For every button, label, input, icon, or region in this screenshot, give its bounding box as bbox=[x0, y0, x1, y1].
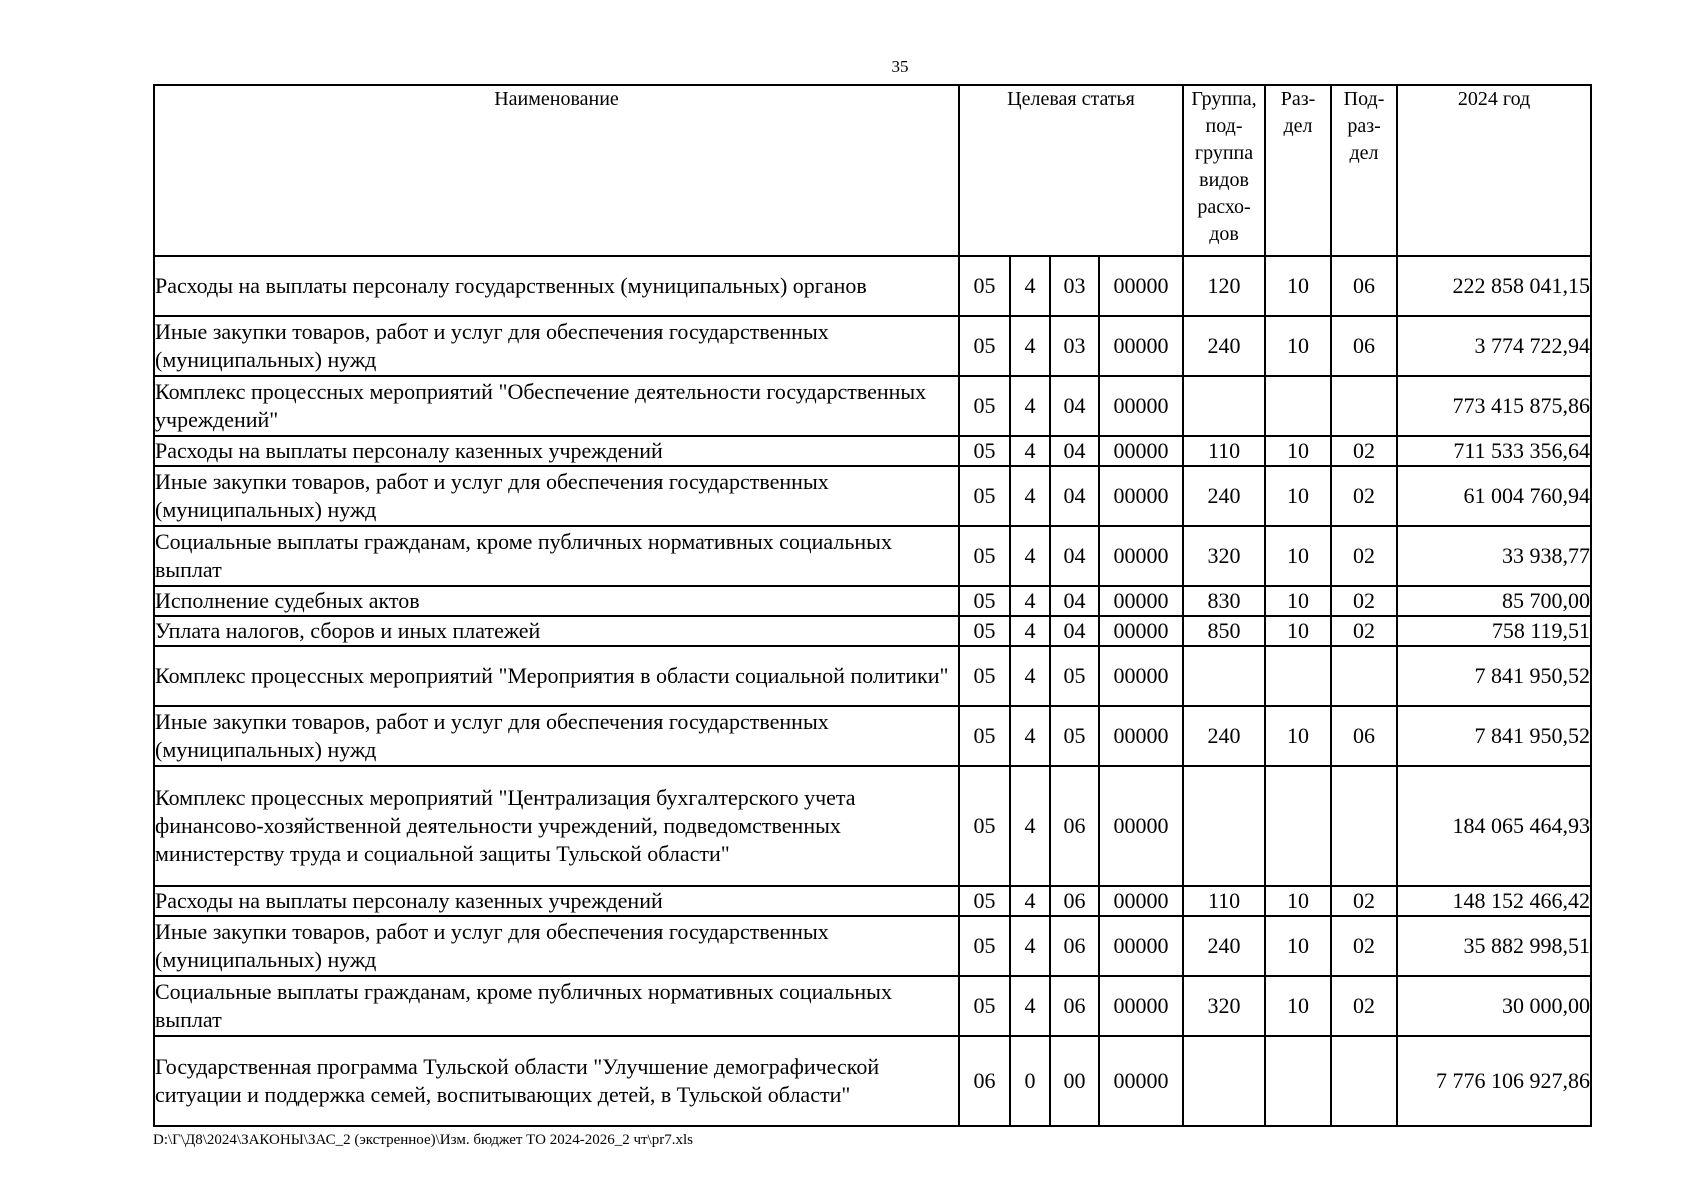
row-name: Расходы на выплаты персоналу казенных учреждений bbox=[154, 886, 959, 916]
target-article-type: 4 bbox=[1010, 646, 1050, 706]
expense-group: 240 bbox=[1183, 466, 1265, 526]
table-row bbox=[154, 466, 1591, 526]
target-article-type: 4 bbox=[1010, 916, 1050, 976]
target-article-complex: 05 bbox=[1050, 646, 1099, 706]
target-article-complex: 06 bbox=[1050, 766, 1099, 886]
row-name: Уплата налогов, сборов и иных платежей bbox=[154, 616, 959, 646]
subsection-code: 02 bbox=[1331, 526, 1397, 586]
header-row bbox=[154, 85, 1591, 256]
section-code bbox=[1265, 376, 1331, 436]
amount-2024: 61 004 760,94 bbox=[1397, 466, 1591, 526]
amount-2024: 7 841 950,52 bbox=[1397, 706, 1591, 766]
section-code: 10 bbox=[1265, 916, 1331, 976]
section-code: 10 bbox=[1265, 976, 1331, 1036]
target-article-direction: 00000 bbox=[1099, 316, 1183, 376]
target-article-type: 4 bbox=[1010, 256, 1050, 316]
target-article-type: 4 bbox=[1010, 976, 1050, 1036]
target-article-program: 05 bbox=[959, 316, 1010, 376]
target-article-program: 05 bbox=[959, 586, 1010, 616]
target-article-direction: 00000 bbox=[1099, 916, 1183, 976]
subsection-code: 02 bbox=[1331, 976, 1397, 1036]
subsection-code bbox=[1331, 1036, 1397, 1126]
subsection-code: 06 bbox=[1331, 706, 1397, 766]
row-name: Иные закупки товаров, работ и услуг для обеспечения государственных (муниципальных) нужд bbox=[154, 706, 959, 766]
table-row bbox=[154, 376, 1591, 436]
target-article-program: 06 bbox=[959, 1036, 1010, 1126]
target-article-type: 4 bbox=[1010, 526, 1050, 586]
subsection-code: 02 bbox=[1331, 466, 1397, 526]
row-name: Социальные выплаты гражданам, кроме публичных нормативных социальных выплат bbox=[154, 976, 959, 1036]
row-name: Иные закупки товаров, работ и услуг для обеспечения государственных (муниципальных) нужд bbox=[154, 466, 959, 526]
table-row bbox=[154, 586, 1591, 616]
table-row bbox=[154, 436, 1591, 466]
expense-group: 110 bbox=[1183, 886, 1265, 916]
target-article-direction: 00000 bbox=[1099, 376, 1183, 436]
table-row bbox=[154, 886, 1591, 916]
target-article-direction: 00000 bbox=[1099, 1036, 1183, 1126]
target-article-program: 05 bbox=[959, 976, 1010, 1036]
target-article-complex: 06 bbox=[1050, 976, 1099, 1036]
amount-2024: 35 882 998,51 bbox=[1397, 916, 1591, 976]
header-name: Наименование bbox=[154, 85, 959, 256]
amount-2024: 33 938,77 bbox=[1397, 526, 1591, 586]
expense-group: 120 bbox=[1183, 256, 1265, 316]
target-article-direction: 00000 bbox=[1099, 706, 1183, 766]
target-article-program: 05 bbox=[959, 916, 1010, 976]
row-name: Исполнение судебных актов bbox=[154, 586, 959, 616]
section-code: 10 bbox=[1265, 616, 1331, 646]
table-row bbox=[154, 646, 1591, 706]
table-row bbox=[154, 916, 1591, 976]
target-article-program: 05 bbox=[959, 376, 1010, 436]
table-row bbox=[154, 256, 1591, 316]
row-name: Социальные выплаты гражданам, кроме публичных нормативных социальных выплат bbox=[154, 526, 959, 586]
expense-group: 830 bbox=[1183, 586, 1265, 616]
target-article-program: 05 bbox=[959, 646, 1010, 706]
target-article-type: 4 bbox=[1010, 316, 1050, 376]
amount-2024: 148 152 466,42 bbox=[1397, 886, 1591, 916]
target-article-type: 4 bbox=[1010, 376, 1050, 436]
target-article-program: 05 bbox=[959, 526, 1010, 586]
expense-group: 240 bbox=[1183, 706, 1265, 766]
expense-group: 110 bbox=[1183, 436, 1265, 466]
target-article-complex: 06 bbox=[1050, 916, 1099, 976]
table-row bbox=[154, 526, 1591, 586]
row-name: Иные закупки товаров, работ и услуг для обеспечения государственных (муниципальных) нужд bbox=[154, 316, 959, 376]
expense-group bbox=[1183, 1036, 1265, 1126]
expense-group: 320 bbox=[1183, 526, 1265, 586]
target-article-direction: 00000 bbox=[1099, 436, 1183, 466]
amount-2024: 711 533 356,64 bbox=[1397, 436, 1591, 466]
expense-group: 240 bbox=[1183, 316, 1265, 376]
target-article-complex: 06 bbox=[1050, 886, 1099, 916]
section-code: 10 bbox=[1265, 526, 1331, 586]
amount-2024: 184 065 464,93 bbox=[1397, 766, 1591, 886]
expense-group: 320 bbox=[1183, 976, 1265, 1036]
table-row bbox=[154, 766, 1591, 886]
target-article-complex: 04 bbox=[1050, 526, 1099, 586]
target-article-direction: 00000 bbox=[1099, 766, 1183, 886]
row-name: Комплекс процессных мероприятий "Обеспечение деятельности государственных учреждений" bbox=[154, 376, 959, 436]
amount-2024: 85 700,00 bbox=[1397, 586, 1591, 616]
amount-2024: 7 776 106 927,86 bbox=[1397, 1036, 1591, 1126]
row-name: Расходы на выплаты персоналу казенных учреждений bbox=[154, 436, 959, 466]
target-article-program: 05 bbox=[959, 436, 1010, 466]
section-code bbox=[1265, 766, 1331, 886]
table-row bbox=[154, 976, 1591, 1036]
expense-group: 850 bbox=[1183, 616, 1265, 646]
table-row bbox=[154, 1036, 1591, 1126]
target-article-direction: 00000 bbox=[1099, 586, 1183, 616]
file-path-footer: D:\Г\Д8\2024\ЗАКОНЫ\ЗАС_2 (экстренное)\Изм. бюджет ТО 2024-2026_2 чт\pr7.xls bbox=[153, 1132, 693, 1148]
target-article-direction: 00000 bbox=[1099, 466, 1183, 526]
subsection-code: 02 bbox=[1331, 916, 1397, 976]
target-article-program: 05 bbox=[959, 466, 1010, 526]
target-article-program: 05 bbox=[959, 616, 1010, 646]
amount-2024: 773 415 875,86 bbox=[1397, 376, 1591, 436]
subsection-code bbox=[1331, 646, 1397, 706]
amount-2024: 758 119,51 bbox=[1397, 616, 1591, 646]
subsection-code: 06 bbox=[1331, 316, 1397, 376]
table-row bbox=[154, 316, 1591, 376]
expense-group bbox=[1183, 646, 1265, 706]
budget-table bbox=[153, 84, 1592, 1127]
row-name: Государственная программа Тульской области "Улучшение демографической ситуации и поддержка семей, воспитывающих детей, в Тульской области" bbox=[154, 1036, 959, 1126]
subsection-code: 02 bbox=[1331, 586, 1397, 616]
section-code bbox=[1265, 1036, 1331, 1126]
table-row bbox=[154, 706, 1591, 766]
row-name: Комплекс процессных мероприятий "Централизация бухгалтерского учета финансово-хозяйственной деятельности учреждений, подведомственных министерству труда и социальной защиты Тульской области" bbox=[154, 766, 959, 886]
header-group: Группа, под- группа видов расхо- дов bbox=[1183, 85, 1265, 256]
subsection-code: 02 bbox=[1331, 616, 1397, 646]
target-article-program: 05 bbox=[959, 886, 1010, 916]
subsection-code: 06 bbox=[1331, 256, 1397, 316]
target-article-complex: 04 bbox=[1050, 586, 1099, 616]
subsection-code: 02 bbox=[1331, 436, 1397, 466]
target-article-direction: 00000 bbox=[1099, 256, 1183, 316]
section-code: 10 bbox=[1265, 316, 1331, 376]
row-name: Иные закупки товаров, работ и услуг для обеспечения государственных (муниципальных) нужд bbox=[154, 916, 959, 976]
header-subsection: Под- раз- дел bbox=[1331, 85, 1397, 256]
section-code: 10 bbox=[1265, 256, 1331, 316]
subsection-code bbox=[1331, 766, 1397, 886]
target-article-type: 4 bbox=[1010, 436, 1050, 466]
target-article-complex: 04 bbox=[1050, 436, 1099, 466]
table-row bbox=[154, 616, 1591, 646]
header-year: 2024 год bbox=[1397, 85, 1591, 256]
target-article-program: 05 bbox=[959, 256, 1010, 316]
expense-group: 240 bbox=[1183, 916, 1265, 976]
target-article-program: 05 bbox=[959, 706, 1010, 766]
section-code: 10 bbox=[1265, 886, 1331, 916]
target-article-type: 4 bbox=[1010, 466, 1050, 526]
amount-2024: 3 774 722,94 bbox=[1397, 316, 1591, 376]
amount-2024: 7 841 950,52 bbox=[1397, 646, 1591, 706]
amount-2024: 30 000,00 bbox=[1397, 976, 1591, 1036]
target-article-type: 4 bbox=[1010, 616, 1050, 646]
row-name: Расходы на выплаты персоналу государственных (муниципальных) органов bbox=[154, 256, 959, 316]
header-target-article: Целевая статья bbox=[959, 85, 1183, 256]
target-article-program: 05 bbox=[959, 766, 1010, 886]
target-article-type: 4 bbox=[1010, 706, 1050, 766]
target-article-complex: 04 bbox=[1050, 616, 1099, 646]
target-article-direction: 00000 bbox=[1099, 886, 1183, 916]
target-article-direction: 00000 bbox=[1099, 526, 1183, 586]
target-article-complex: 03 bbox=[1050, 256, 1099, 316]
target-article-complex: 05 bbox=[1050, 706, 1099, 766]
target-article-direction: 00000 bbox=[1099, 616, 1183, 646]
target-article-type: 4 bbox=[1010, 886, 1050, 916]
section-code: 10 bbox=[1265, 466, 1331, 526]
subsection-code: 02 bbox=[1331, 886, 1397, 916]
section-code bbox=[1265, 646, 1331, 706]
section-code: 10 bbox=[1265, 586, 1331, 616]
amount-2024: 222 858 041,15 bbox=[1397, 256, 1591, 316]
target-article-direction: 00000 bbox=[1099, 976, 1183, 1036]
target-article-complex: 00 bbox=[1050, 1036, 1099, 1126]
target-article-complex: 04 bbox=[1050, 376, 1099, 436]
row-name: Комплекс процессных мероприятий "Мероприятия в области социальной политики" bbox=[154, 646, 959, 706]
target-article-type: 4 bbox=[1010, 586, 1050, 616]
target-article-type: 0 bbox=[1010, 1036, 1050, 1126]
subsection-code bbox=[1331, 376, 1397, 436]
target-article-type: 4 bbox=[1010, 766, 1050, 886]
page-number: 35 bbox=[891, 57, 909, 76]
section-code: 10 bbox=[1265, 436, 1331, 466]
expense-group bbox=[1183, 766, 1265, 886]
target-article-direction: 00000 bbox=[1099, 646, 1183, 706]
target-article-complex: 04 bbox=[1050, 466, 1099, 526]
expense-group bbox=[1183, 376, 1265, 436]
target-article-complex: 03 bbox=[1050, 316, 1099, 376]
section-code: 10 bbox=[1265, 706, 1331, 766]
header-section: Раз- дел bbox=[1265, 85, 1331, 256]
